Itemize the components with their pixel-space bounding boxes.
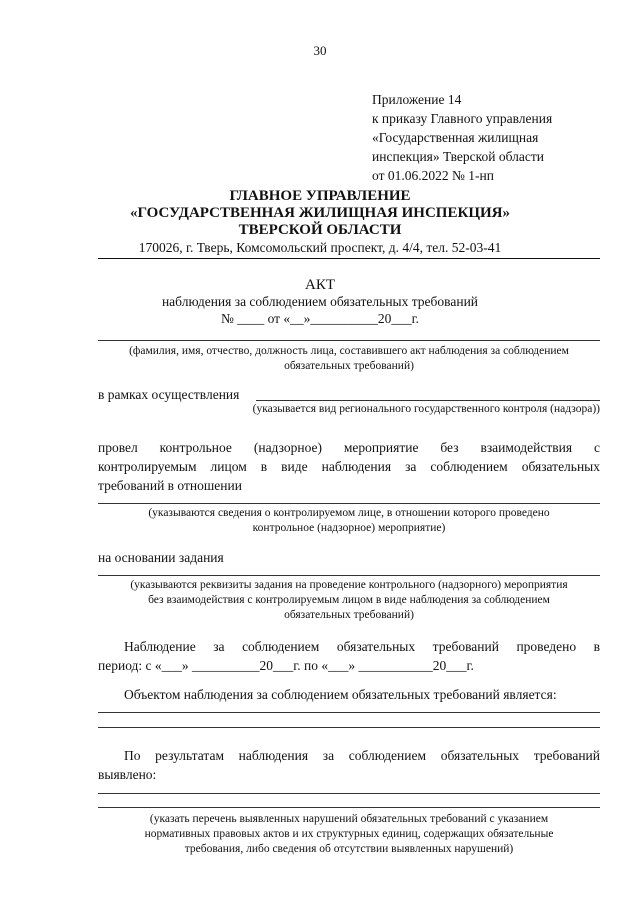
compiler-note [98, 344, 600, 374]
paragraph-line: провел контрольное (надзорное) мероприятие без взаимодействия с [98, 440, 600, 455]
object-fill-line [98, 727, 600, 728]
note-line: контрольное (надзорное) мероприятие) [252, 522, 446, 534]
subject-note [98, 506, 600, 536]
note-line: (указываются сведения о контролируемом лице, в отношении которого проведено [148, 507, 550, 519]
framework-label: в рамках осуществления [98, 387, 240, 402]
object-fill-line [98, 712, 600, 713]
act-title: АКТ [305, 277, 335, 293]
results-paragraph [98, 746, 600, 784]
note-line: (указываются реквизиты задания на проведение контрольного (надзорного) мероприятия [130, 579, 568, 591]
appendix-line: «Государственная жилищная [372, 130, 539, 145]
header-divider [98, 258, 600, 259]
organization-header [0, 188, 640, 239]
org-line: «ГОСУДАРСТВЕННАЯ ЖИЛИЩНАЯ ИНСПЕКЦИЯ» [129, 205, 511, 221]
object-label: Объектом наблюдения за соблюдением обязательных требований является: [124, 687, 557, 702]
note-line: требования, либо сведения об отсутствии выявленных нарушений) [184, 843, 514, 855]
appendix-line: Приложение 14 [372, 92, 462, 107]
paragraph-line: выявлено: [98, 767, 157, 782]
note-line: обязательных требований) [284, 609, 414, 621]
compiler-fill-line [98, 340, 600, 341]
paragraph-line: требований в отношении [98, 478, 242, 493]
results-fill-line [98, 807, 600, 808]
org-line: ТВЕРСКОЙ ОБЛАСТИ [238, 222, 402, 238]
note-line: нормативных правовых актов и их структурных единиц, содержащих обязательные [144, 828, 554, 840]
appendix-reference [372, 90, 552, 185]
note-line: (фамилия, имя, отчество, должность лица, составившего акт наблюдения за соблюдением [129, 345, 569, 357]
appendix-line: инспекция» Тверской области [372, 149, 544, 164]
note-line: (указать перечень выявленных нарушений обязательных требований с указанием [149, 813, 549, 825]
note-line: без взаимодействия с контролируемым лицом в виде наблюдения за соблюдением [148, 594, 550, 606]
appendix-line: к приказу Главного управления [372, 111, 553, 126]
note-line: обязательных требований) [284, 360, 414, 372]
basis-label: на основании задания [98, 550, 224, 565]
framework-fill-line [256, 400, 600, 401]
paragraph-line: По результатам наблюдения за соблюдением обязательных требований [124, 748, 600, 763]
results-note [98, 812, 600, 857]
framework-note: (указывается вид регионального государственного контроля (надзора)) [252, 403, 600, 415]
period-paragraph [98, 637, 600, 675]
page-number: 30 [313, 43, 327, 58]
act-number-line: № ____ от «__»__________20___г. [220, 311, 420, 326]
results-fill-line [98, 793, 600, 794]
paragraph-line: период: с «___» __________20___г. по «___» ___________20___г. [98, 658, 474, 673]
conducted-paragraph [98, 438, 600, 495]
paragraph-line: контролируемым лицом в виде наблюдения за соблюдением обязательных [98, 459, 600, 474]
basis-fill-line [98, 575, 600, 576]
appendix-line: от 01.06.2022 № 1-нп [372, 168, 494, 183]
org-line: ГЛАВНОЕ УПРАВЛЕНИЕ [229, 188, 411, 204]
organization-address: 170026, г. Тверь, Комсомольский проспект, д. 4/4, тел. 52-03-41 [138, 240, 502, 255]
paragraph-line: Наблюдение за соблюдением обязательных требований проведено в [124, 639, 600, 654]
subject-fill-line [98, 503, 600, 504]
act-subtitle: наблюдения за соблюдением обязательных требований [161, 294, 479, 309]
basis-note [98, 578, 600, 623]
